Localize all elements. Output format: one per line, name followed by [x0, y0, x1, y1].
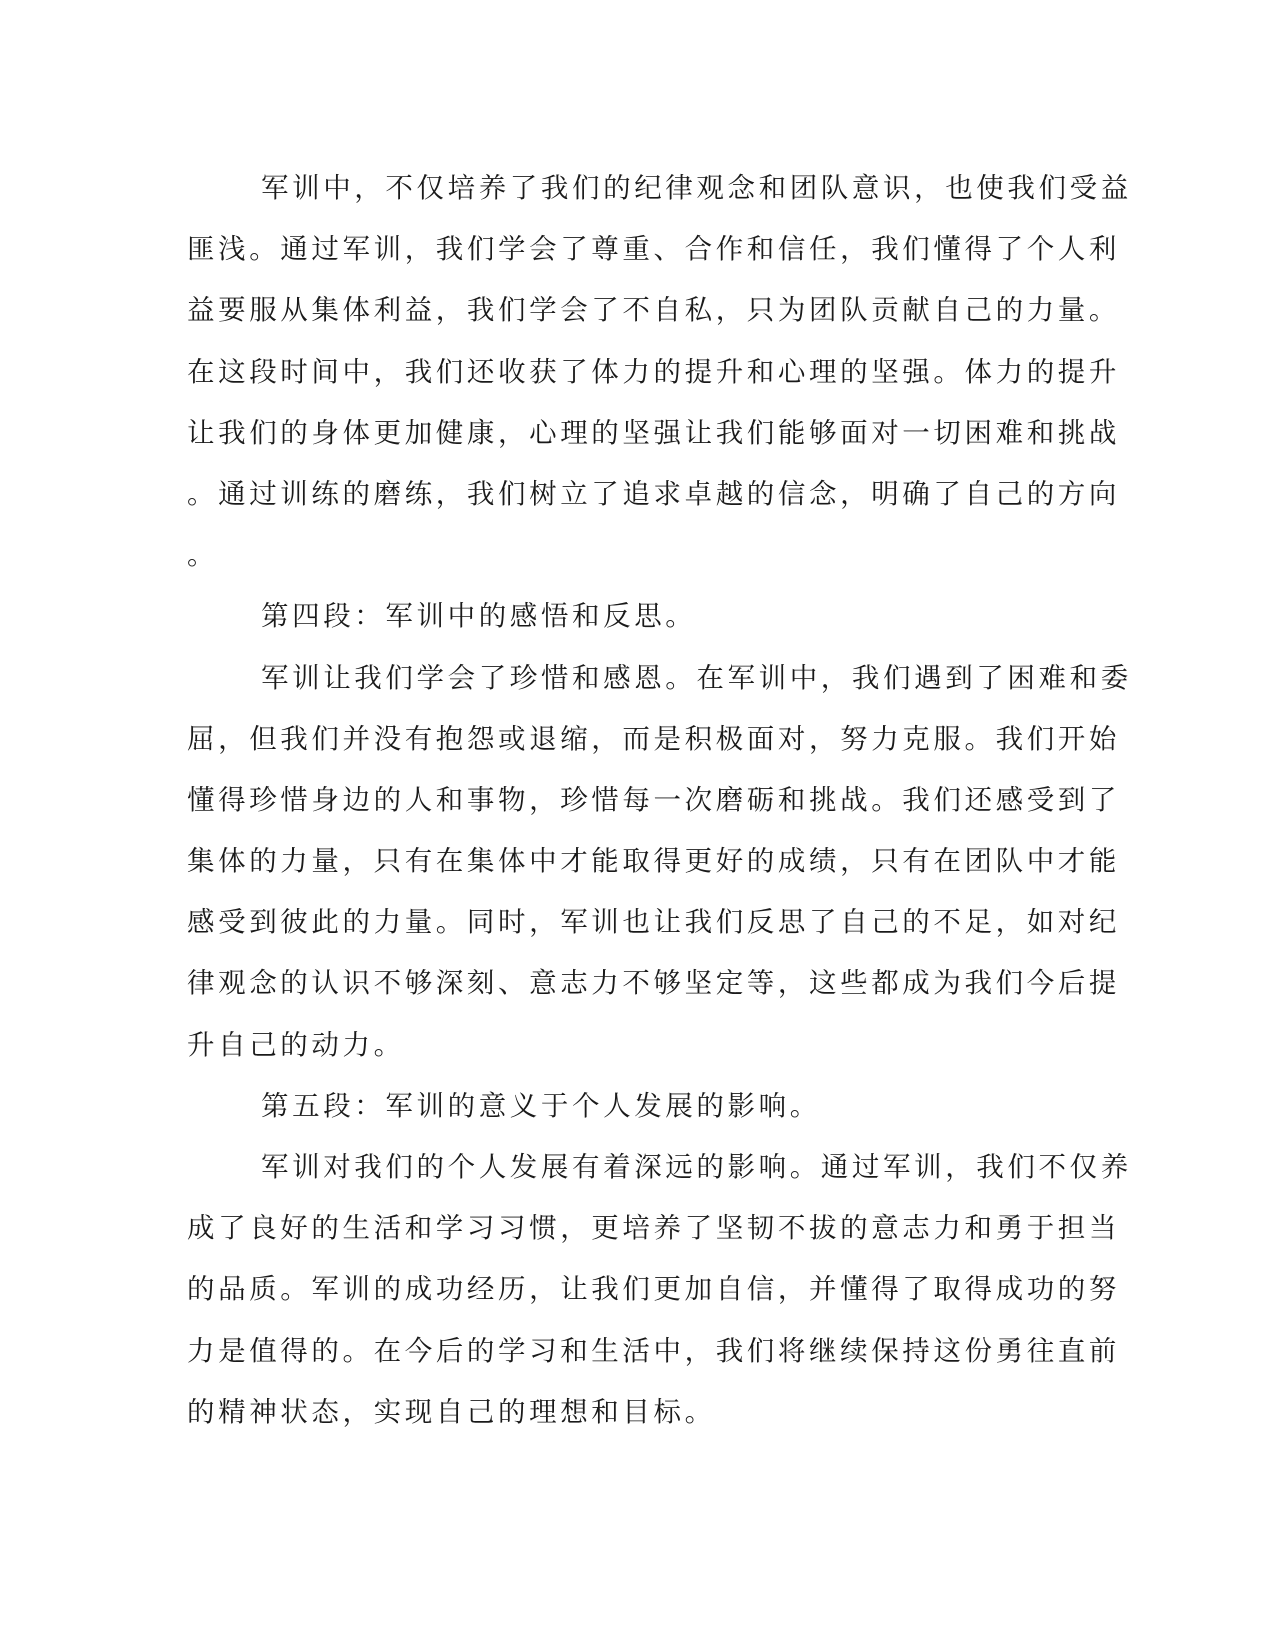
paragraph-line: 的精神状态，实现自己的理想和目标。 [187, 1395, 716, 1428]
paragraph-line: 军训对我们的个人发展有着深远的影响。通过军训，我们不仅养 [261, 1151, 1132, 1183]
paragraph-line: 感受到彼此的力量。同时，军训也让我们反思了自己的不足，如对纪 [187, 906, 1120, 939]
paragraph-line: 集体的力量，只有在集体中才能取得更好的成绩，只有在团队中才能 [187, 845, 1120, 878]
document-body [187, 158, 1132, 1443]
paragraph-line: 的品质。军训的成功经历，让我们更加自信，并懂得了取得成功的努 [187, 1273, 1120, 1306]
paragraph-line: 益要服从集体利益，我们学会了不自私，只为团队贡献自己的力量。 [187, 294, 1120, 327]
section-heading-four: 第四段：军训中的感悟和反思。 [261, 600, 697, 633]
paragraph-line: 升自己的动力。 [187, 1028, 405, 1061]
paragraph-line: 。通过训练的磨练，我们树立了追求卓越的信念，明确了自己的方向 [187, 477, 1120, 510]
paragraph-line: 军训让我们学会了珍惜和感恩。在军训中，我们遇到了困难和委 [261, 661, 1132, 694]
paragraph-line: 军训中，不仅培养了我们的纪律观念和团队意识，也使我们受益 [261, 172, 1132, 204]
paragraph-line: 。 [187, 539, 219, 572]
paragraph-line: 屈，但我们并没有抱怨或退缩，而是积极面对，努力克服。我们开始 [187, 722, 1120, 755]
section-heading-five: 第五段：军训的意义于个人发展的影响。 [261, 1089, 821, 1122]
paragraph-line: 成了良好的生活和学习习惯，更培养了坚韧不拔的意志力和勇于担当 [187, 1212, 1120, 1245]
paragraph-line: 让我们的身体更加健康，心理的坚强让我们能够面对一切困难和挑战 [187, 416, 1120, 449]
paragraph-line: 懂得珍惜身边的人和事物，珍惜每一次磨砺和挑战。我们还感受到了 [187, 783, 1120, 816]
paragraph-line: 匪浅。通过军训，我们学会了尊重、合作和信任，我们懂得了个人利 [187, 233, 1120, 266]
paragraph-line: 在这段时间中，我们还收获了体力的提升和心理的坚强。体力的提升 [187, 355, 1120, 388]
paragraph-line: 律观念的认识不够深刻、意志力不够坚定等，这些都成为我们今后提 [187, 967, 1120, 1000]
paragraph-line: 力是值得的。在今后的学习和生活中，我们将继续保持这份勇往直前 [187, 1334, 1120, 1367]
